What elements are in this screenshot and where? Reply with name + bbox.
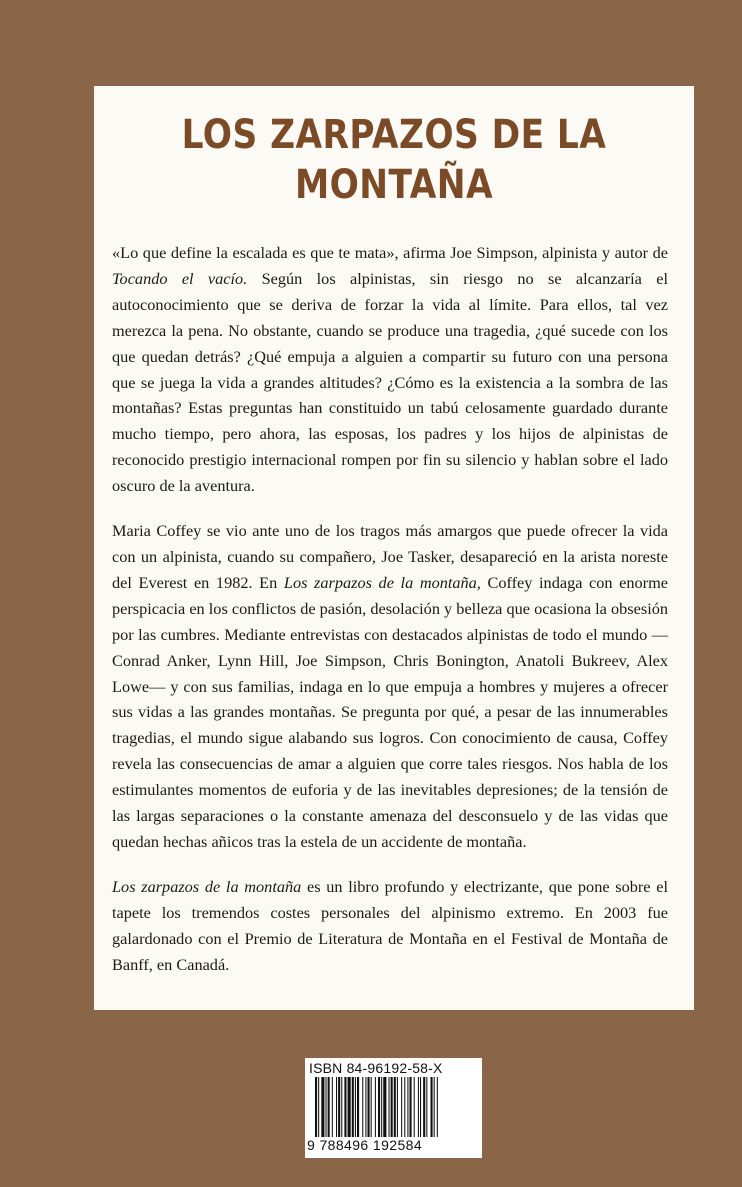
title-line-2: MONTAÑA [294, 162, 494, 208]
barcode-bar [394, 1077, 396, 1137]
barcode-bar [391, 1077, 393, 1137]
barcode-bar [357, 1077, 359, 1137]
barcode-bar [420, 1077, 421, 1137]
barcode-bar [328, 1077, 330, 1137]
barcode-bar [397, 1077, 398, 1137]
barcode-bar [315, 1077, 317, 1137]
barcode-bar [437, 1077, 438, 1137]
paragraph-text: Maria Coffey se vio ante uno de los tragos más amargos que puede ofrecer la vida con un alpinista, cuando su compañero, Joe Tasker, desapareció en la arista noreste del Everest en 1982. En [112, 521, 673, 592]
barcode-bar [383, 1077, 386, 1137]
paragraph-text: Según los alpinistas, sin riesgo no se alcanzaría el autoconocimiento que se deriva de forzar la vida al límite. Para ellos, tal vez merezca la pena. No obstante, cuando se produce una tragedia, ¿qué sucede con los que quedan detrás? ¿Qué empuja a alguien a compartir su futuro con una persona que se juega la vida a grandes altitudes? ¿Cómo es la existencia a la sombra de las montañas? Estas preguntas han constituido un tabú celosamente guardado durante mucho tiempo, pero ahora, las esposas, los padres y los hijos de alpinistas de reconocido prestigio internacional rompen por fin su silencio y hablan sobre el lado oscuro de la aventura. [112, 268, 673, 496]
barcode-bar [341, 1077, 342, 1137]
barcode-bar [434, 1077, 435, 1137]
barcode-bar [352, 1077, 354, 1137]
blurb-paragraph-3 [112, 874, 673, 978]
italic-title-ref: Tocando el vacío. [112, 268, 248, 288]
barcode-bar [414, 1077, 415, 1137]
blurb-paragraph-2 [112, 518, 673, 855]
barcode-bar [423, 1077, 425, 1137]
barcode-bar [407, 1077, 408, 1137]
barcode-bar [365, 1077, 366, 1137]
blurb [112, 240, 673, 996]
barcode-bar [404, 1077, 405, 1137]
barcode-bar [344, 1077, 346, 1137]
barcode-bar [389, 1077, 390, 1137]
blurb-paragraph-1 [112, 240, 673, 499]
paragraph-text: Coffey indaga con enorme perspicacia en los conflictos de pasión, desolación y belleza que ocasiona la obsesión por las cumbres. Mediante entrevistas con destacados alpinistas de todo el mundo —Conrad Anker, Lynn Hill, Joe Simpson, Chris Bonington, Anatoli Bukreev, Alex Lowe— y con sus familias, indaga en lo que empuja a hombres y mujeres a ofrecer sus vidas a las grandes montañas. Se pregunta por qué, a pesar de las innumerables tragedias, el mundo sigue alabando sus logros. Con conocimiento de causa, Coffey revela las consecuencias de amar a alguien que corre tales riesgos. Nos habla de los estimulantes momentos de euforia y de las inevitables depresiones; de la tensión de las largas separaciones o la constante amenaza del desconsuelo y de las vidas que quedan hechas añicos tras la estela de un accidente de montaña. [112, 572, 673, 851]
ean-digits: 9 788496 192584 [307, 1137, 422, 1153]
barcode-bar [381, 1077, 382, 1137]
barcode-bar [362, 1077, 363, 1137]
barcode-bar [418, 1077, 419, 1137]
barcode-bars [315, 1077, 475, 1137]
barcode-bar [338, 1077, 340, 1137]
barcode-bar [401, 1077, 402, 1137]
barcode-bar [371, 1077, 372, 1137]
barcode-bar [326, 1077, 327, 1137]
text-panel [94, 86, 694, 1010]
barcode-bar [348, 1077, 351, 1137]
italic-title-ref: Los zarpazos de la montaña [112, 876, 302, 896]
book-title [136, 110, 652, 210]
barcode-bar [378, 1077, 380, 1137]
barcode-bar [368, 1077, 370, 1137]
isbn-number: ISBN 84-96192-58-X [309, 1060, 443, 1076]
barcode-bar [375, 1077, 376, 1137]
barcode-label [305, 1058, 482, 1158]
barcode-bar [321, 1077, 324, 1137]
paragraph-text: «Lo que define la escalada es que te mata», afirma Joe Simpson, alpinista y autor de [112, 243, 673, 262]
barcode-bar [410, 1077, 412, 1137]
barcode-bar [318, 1077, 319, 1137]
barcode-bar [431, 1077, 433, 1137]
barcode-bar [426, 1077, 427, 1137]
barcode-bar [336, 1077, 337, 1137]
italic-title-ref: Los zarpazos de la montaña, [283, 572, 481, 592]
barcode-bar [332, 1077, 333, 1137]
barcode-bar [355, 1077, 356, 1137]
title-line-1: LOS ZARPAZOS DE LA [181, 112, 607, 158]
paragraph-text: es un libro profundo y electrizante, que pone sobre el tapete los tremendos costes personales del alpinismo extremo. En 2003 fue galardonado con el Premio de Literatura de Montaña en el Festival de Montaña de Banff, en Canadá. [112, 876, 673, 974]
